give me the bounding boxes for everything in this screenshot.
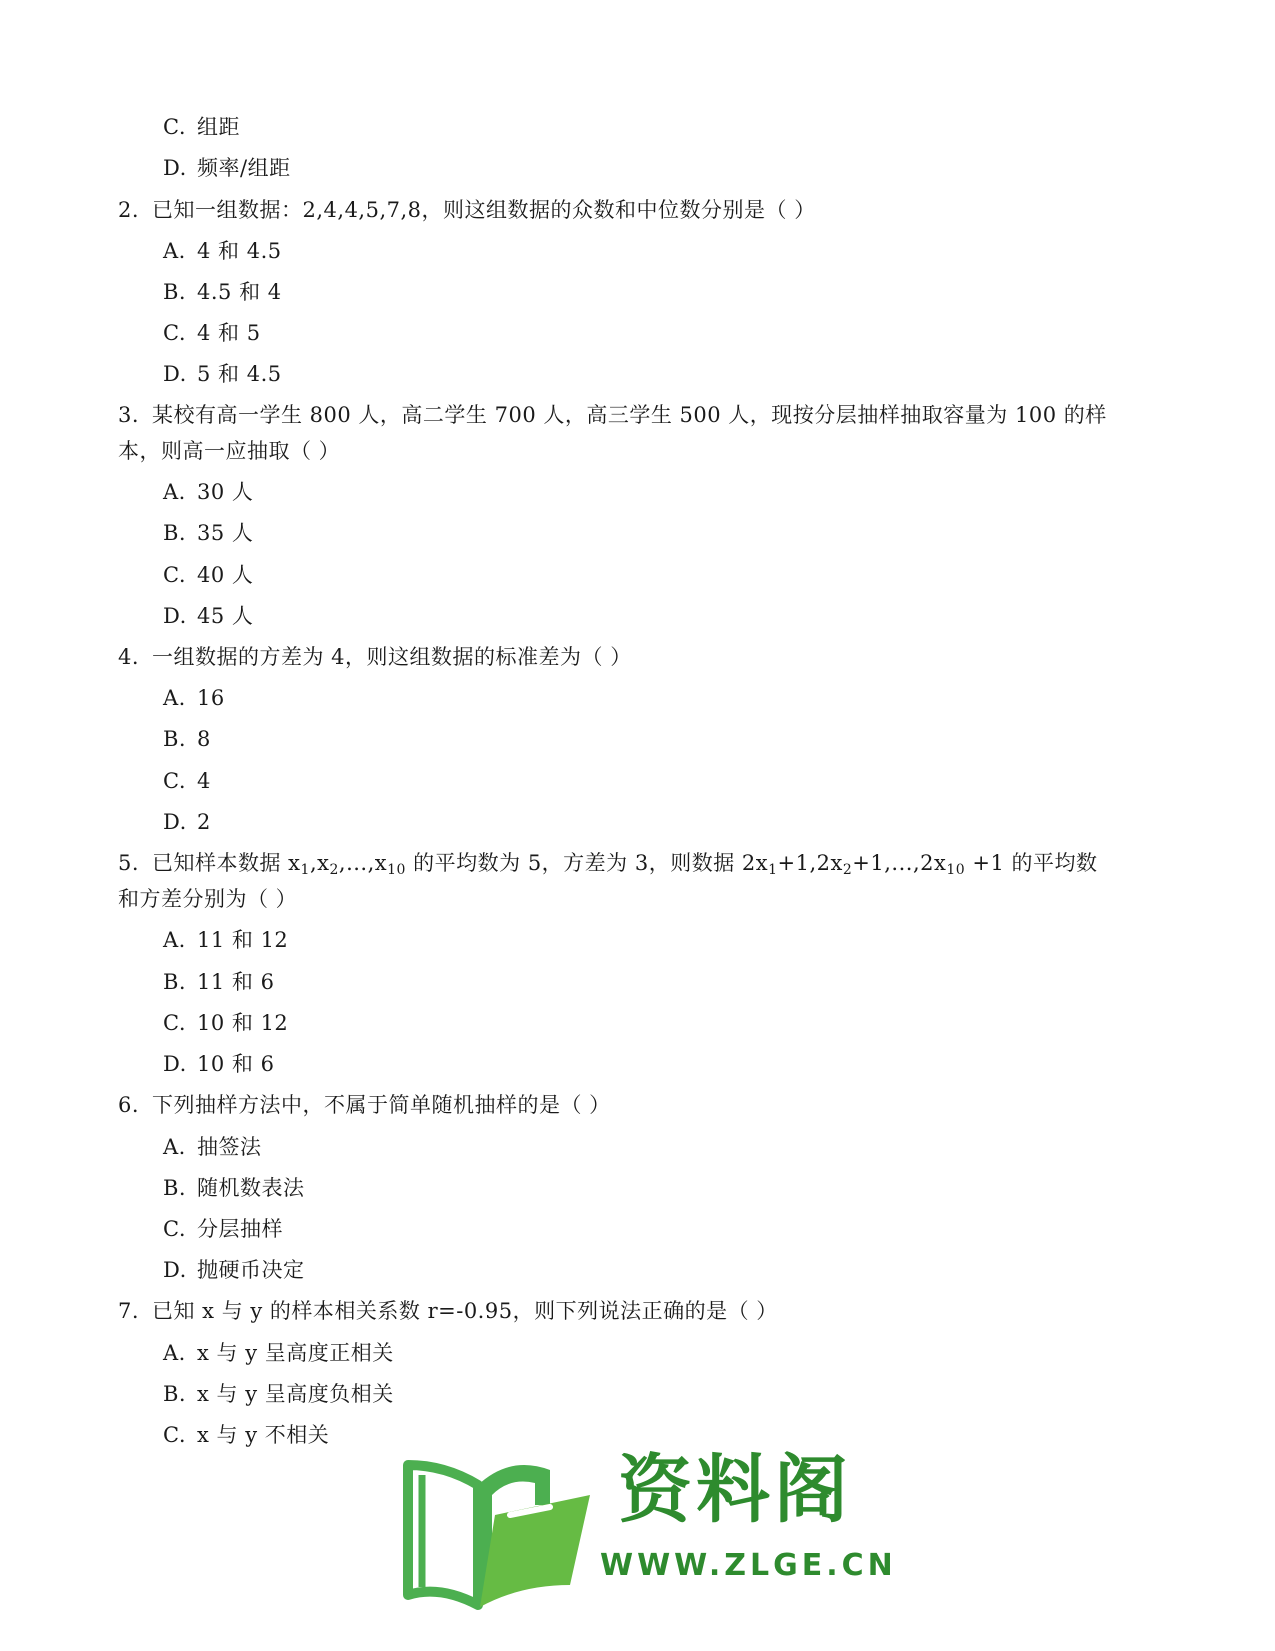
q6-stem: 6. 下列抽样方法中，不属于简单随机抽样的是（ ） — [118, 1093, 611, 1117]
q5-option-a: A. 11 和 12 — [163, 928, 289, 952]
q7-option-a: A. x 与 y 呈高度正相关 — [163, 1341, 394, 1365]
q6-option-a: A. 抽签法 — [163, 1135, 262, 1159]
q3-stem: 3. 某校有高一学生 800 人，高二学生 700 人，高三学生 500 人，现按分层抽样抽取容量为 100 的样 — [118, 403, 1107, 427]
q5-option-c: C. 10 和 12 — [163, 1011, 289, 1035]
q5-option-b: B. 11 和 6 — [163, 970, 275, 994]
q2-option-c: C. 4 和 5 — [163, 321, 261, 345]
q3-option-b: B. 35 人 — [163, 521, 254, 545]
q2-option-a: A. 4 和 4.5 — [163, 239, 282, 263]
watermark-url: WWW.ZLGE.CN — [600, 1548, 897, 1583]
q7-option-c: C. x 与 y 不相关 — [163, 1423, 330, 1447]
watermark-logo — [400, 1445, 897, 1615]
q5-stem: 5. 已知样本数据 $x_1,x_2,...,x_{10}$ 的平均数为 5，方差为 3，则数据 $2x_1+1,2x_2+1,...,2x_{10} +1$ 的平均数 — [118, 851, 1098, 878]
watermark-name: 资料阁 — [618, 1447, 852, 1533]
q3-option-a: A. 30 人 — [163, 480, 254, 504]
q2-stem: 2. 已知一组数据：2,4,4,5,7,8，则这组数据的众数和中位数分别是（ ） — [118, 198, 816, 222]
q6-option-b: B. 随机数表法 — [163, 1176, 305, 1200]
q1-option-d: D. 频率/组距 — [163, 156, 291, 180]
q2-option-d: D. 5 和 4.5 — [163, 362, 282, 386]
q4-option-c: C. 4 — [163, 769, 211, 793]
q5-option-d: D. 10 和 6 — [163, 1052, 275, 1076]
q1-option-c: C. 组距 — [163, 115, 240, 139]
q3-option-c: C. 40 人 — [163, 563, 254, 587]
q4-option-d: D. 2 — [163, 810, 211, 834]
q7-stem: 7. 已知 x 与 y 的样本相关系数 r=-0.95，则下列说法正确的是（ ） — [118, 1299, 778, 1323]
open-book-logo-icon — [400, 1445, 600, 1615]
q6-option-c: C. 分层抽样 — [163, 1217, 283, 1241]
q6-option-d: D. 抛硬币决定 — [163, 1258, 305, 1282]
q3-stem-cont: 本，则高一应抽取（ ） — [118, 439, 341, 463]
q3-option-d: D. 45 人 — [163, 604, 254, 628]
q4-stem: 4. 一组数据的方差为 4，则这组数据的标准差为（ ） — [118, 645, 632, 669]
q4-option-b: B. 8 — [163, 727, 211, 751]
q7-option-b: B. x 与 y 呈高度负相关 — [163, 1382, 394, 1406]
q2-option-b: B. 4.5 和 4 — [163, 280, 282, 304]
q4-option-a: A. 16 — [163, 686, 225, 710]
q5-stem-cont: 和方差分别为（ ） — [118, 887, 298, 911]
